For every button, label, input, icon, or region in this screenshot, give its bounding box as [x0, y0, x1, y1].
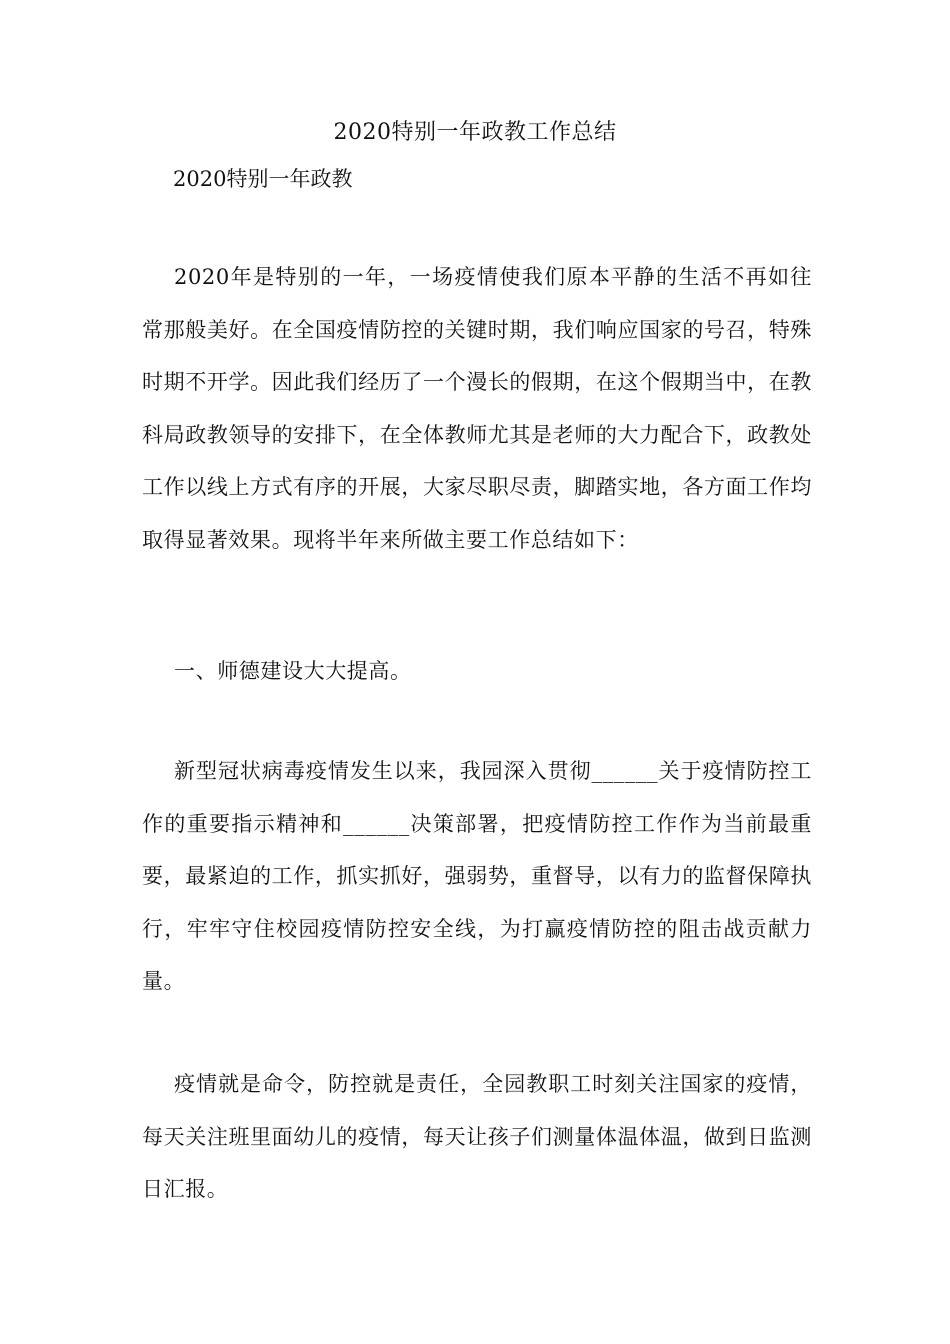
document-subtitle: 2020特别一年政教 [173, 167, 353, 191]
paragraph-epidemic-response: 新型冠状病毒疫情发生以来，我园深入贯彻______关于疫情防控工作的重要指示精神和______决策部署，把疫情防控工作作为当前最重要，最紧迫的工作，抓实抓好，强弱势，重督导，以有力的监督保障执行，牢牢守住校园疫情防控安全线，为打赢疫情防控的阻击战贡献力量。 [142, 759, 812, 993]
paragraph-intro: 2020年是特别的一年，一场疫情使我们原本平静的生活不再如往常那般美好。在全国疫情防控的关键时期，我们响应国家的号召，特殊时期不开学。因此我们经历了一个漫长的假期，在这个假期当中，在教科局政教领导的安排下，在全体教师尤其是老师的大力配合下，政教处工作以线上方式有序的开展，大家尽职尽责，脚踏实地，各方面工作均取得显著效果。现将半年来所做主要工作总结如下： [142, 265, 812, 552]
document-title: 2020特别一年政教工作总结 [333, 120, 617, 145]
paragraph-daily-monitoring: 疫情就是命令，防控就是责任，全园教职工时刻关注国家的疫情，每天关注班里面幼儿的疫情，每天让孩子们测量体温体温，做到日监测日汇报。 [142, 1072, 812, 1201]
section-heading-1: 一、师德建设大大提高。 [174, 659, 412, 683]
